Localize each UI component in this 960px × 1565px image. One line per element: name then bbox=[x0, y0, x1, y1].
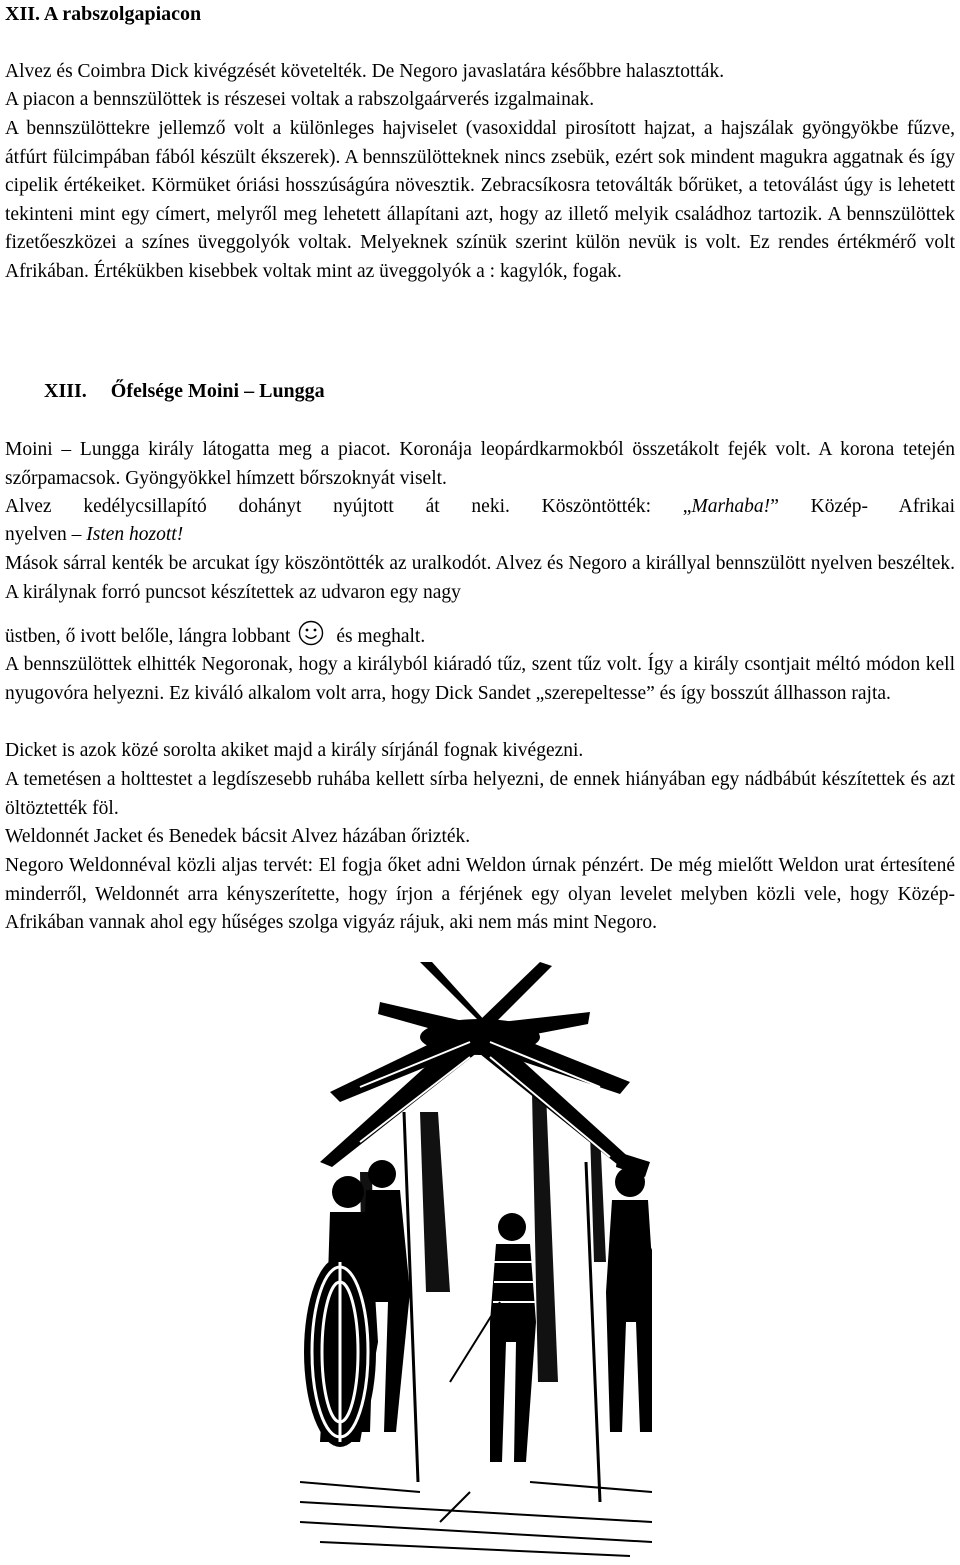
text-run: nyelven – bbox=[5, 524, 87, 545]
shield bbox=[304, 1257, 376, 1447]
chapter-12-title: XII. A rabszolgapiacon bbox=[5, 3, 202, 25]
paragraph-line bbox=[5, 493, 955, 522]
woodcut-illustration bbox=[300, 962, 652, 1558]
paragraph-line bbox=[5, 521, 183, 550]
paragraph: A bennszülöttek elhitték Negoronak, hogy a királyból kiáradó tűz, szent tűz volt. Így a király csontjait méltó módon kell nyugovóra helyezni. Ez kiváló alkalom volt arra, hogy Dick Sandet „szerepeltesse” és így bosszút állhasson rajta. bbox=[5, 654, 955, 704]
translation-phrase: Isten hozott! bbox=[86, 524, 184, 545]
paragraph: A bennszülöttekre jellemző volt a különleges hajviselet (vasoxiddal pirosított hajzat, a hajszálak gyöngyökbe fűzve, átfúrt fülcimpában fából készült ékszerek). A bennszülötteknek nincs zsebük, ezért sok mindent magukra aggatnak és így cipelik értékeiket. Körmüket óriási hosszúságúra növesztik. Zebracsíkosra tetoválták bőrüket, a tetoválást úgy is lehetett tekinteni mint egy címert, melyről meg lehetett állapítani azt, hogy az illető melyik családhoz tartozik. A bennszülöttek fizetőeszközei a színes üveggolyók voltak. Melyeknek színük szerint külön nevük is volt. Ez rendes értékmérő volt Afrikában. Értékükben kisebbek voltak mint az üveggolyók a : kagylók, fogak. bbox=[5, 118, 955, 282]
text-run: ” Közép- Afrikai bbox=[770, 496, 955, 517]
paragraph: A piacon a bennszülöttek is részesei voltak a rabszolgaárverés izgalmainak. bbox=[5, 89, 595, 110]
paragraph: Negoro Weldonnéval közli aljas tervét: El fogja őket adni Weldon úrnak pénzért. De még mielőtt Weldon urat értesítené minderről, Weldonnét arra kényszerítette, hogy írjon a férjének egy olyan levelet melyben közli vele, hogy Közép-Afrikában vannak ahol egy hűséges szolga vigyáz rájuk, aki nem más mint Negoro. bbox=[5, 855, 955, 933]
paragraph: Mások sárral kenték be arcukat így köszöntötték az uralkodót. Alvez és Negoro a királlyal bennszülött nyelven beszéltek. A királynak forró puncsot készítettek az udvaron egy nagy bbox=[5, 553, 955, 603]
chapter-13-title: Őfelsége Moini – Lungga bbox=[110, 380, 325, 402]
text-run: Alvez kedélycsillapító dohányt nyújtott át neki. Köszöntötték: „ bbox=[5, 496, 692, 517]
chapter-13-heading bbox=[44, 377, 325, 405]
chapter-13-number: XIII. bbox=[44, 380, 87, 402]
text-run: üstben, ő ivott belőle, lángra lobbant bbox=[5, 626, 291, 647]
greeting-word: Marhaba! bbox=[691, 496, 771, 517]
paragraph: Weldonnét Jacket és Benedek bácsit Alvez házában őrizték. bbox=[5, 826, 471, 847]
paragraph: A temetésen a holttestet a legdíszesebb ruhába kellett sírba helyezni, de ennek hiányában egy nádbábút készítettek és azt öltöztették föl. bbox=[5, 769, 955, 819]
text-run: és meghalt. bbox=[336, 626, 426, 647]
paragraph: Dicket is azok közé sorolta akiket majd a király sírjánál fognak kivégezni. bbox=[5, 740, 584, 761]
paragraph: Moini – Lungga király látogatta meg a piacot. Koronája leopárdkarmokból összetákolt fejék volt. A korona tetején szőrpamacsok. Gyöngyökkel hímzett bőrszoknyát viselt. bbox=[5, 439, 955, 489]
paragraph: Alvez és Coimbra Dick kivégzését követelték. De Negoro javaslatára későbbre halasztották. bbox=[5, 61, 725, 82]
